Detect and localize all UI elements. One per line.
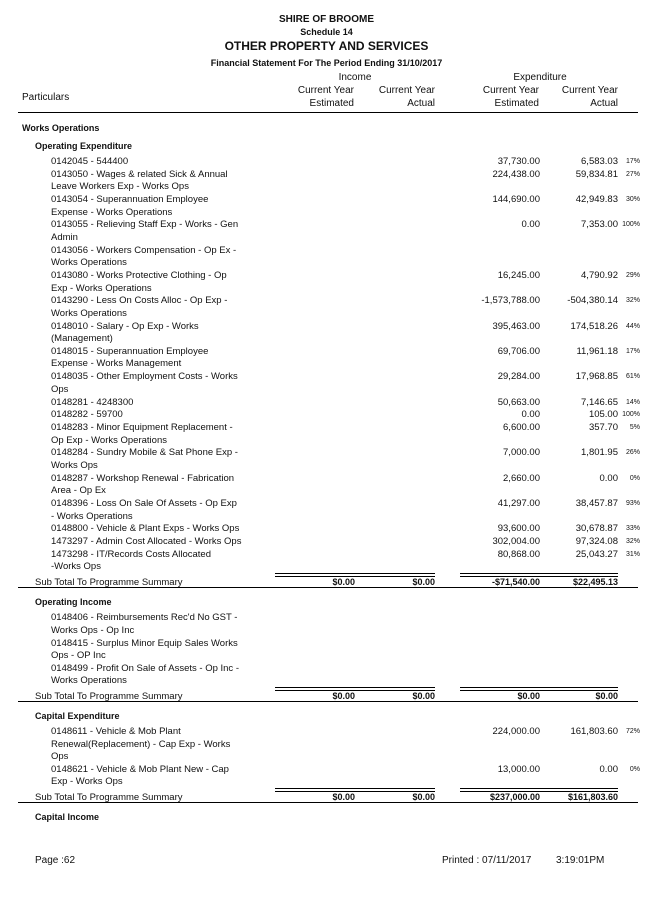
row-particulars: 0143054 - Superannuation Employee [51,194,209,206]
subtotal-inc-actual: $0.00 [412,792,435,803]
group-title: Operating Expenditure [35,141,133,151]
row-particulars: 0148281 - 4248300 [51,396,134,408]
row-particulars: 0142045 - 544400 [51,156,129,167]
row-exp-actual: 161,803.60 [570,726,618,738]
row-exp-actual: 6,583.03 [581,156,618,167]
group-title: Capital Income [35,812,100,823]
row-exp-actual: 174,518.26 [570,320,618,332]
row-exp-actual: 0.00 [599,763,618,775]
row-percent: 0% [629,765,640,773]
row-percent: 61% [625,373,640,381]
group-title: Operating Income [35,597,112,608]
row-exp-actual: 59,834.81 [575,168,618,180]
row-particulars: 0148621 - Vehicle & Mob Plant New - Cap [51,763,229,775]
row-percent: 32% [625,297,640,305]
subtotal-exp-actual: $0.00 [595,691,618,702]
row-exp-actual: 11,961.18 [576,345,618,357]
row-exp-estimated: 224,000.00 [492,726,540,738]
col-expenditure: Expenditure [513,72,567,83]
page-subtitle: Financial Statement For The Period Ending 31/10/2017 [210,58,443,68]
row-exp-actual: 30,678.87 [575,523,618,535]
row-particulars: 0148035 - Other Employment Costs - Works [51,371,238,383]
page-title: OTHER PROPERTY AND SERVICES [224,39,429,53]
row-particulars: -Works Ops [51,561,101,573]
row-particulars: Ops [51,751,69,763]
col-particulars: Particulars [22,92,70,103]
row-particulars: 0143290 - Less On Costs Alloc - Op Exp - [51,295,228,307]
row-percent: 17% [625,347,640,355]
subtotal-inc-actual: $0.00 [412,691,435,702]
row-particulars: Works Operations [51,675,127,687]
row-percent: 32% [625,538,640,546]
group-divider [18,701,638,702]
row-percent: 5% [629,424,640,432]
row-particulars: 0148283 - Minor Equipment Replacement - [51,422,233,434]
row-particulars: 1473298 - IT/Records Costs Allocated [51,548,212,560]
row-particulars: 0148396 - Loss On Sale Of Assets - Op Exp [51,498,237,509]
row-exp-estimated: -1,573,788.00 [481,295,540,307]
row-exp-actual: 97,324.08 [575,536,618,548]
col-inc-act-2: Actual [407,98,435,109]
row-exp-estimated: 16,245.00 [497,270,540,281]
col-inc-act-1: Current Year [378,85,435,96]
subtotal-exp-estimated: -$71,540.00 [491,577,540,588]
subtotal-exp-actual: $22,495.13 [572,577,618,588]
row-exp-estimated: 6,600.00 [503,422,540,434]
row-particulars: 0148800 - Vehicle & Plant Exps - Works Ops [51,523,240,535]
row-exp-estimated: 7,000.00 [503,447,540,459]
col-exp-act-2: Actual [590,98,618,109]
row-particulars: Leave Workers Exp - Works Ops [51,181,189,193]
row-exp-actual: 357.70 [588,422,618,434]
group-divider [18,802,638,803]
col-inc-est-1: Current Year [297,85,354,96]
row-particulars: - Works Operations [51,510,133,522]
row-percent: 31% [625,550,640,558]
row-exp-estimated: 224,438.00 [492,168,540,180]
row-exp-estimated: 13,000.00 [497,763,540,775]
col-exp-est-1: Current Year [482,85,539,96]
printed-date: Printed : 07/11/2017 [442,855,532,866]
row-exp-actual: 17,968.85 [575,371,618,383]
row-particulars: Expense - Works Management [51,358,182,370]
row-exp-estimated: 302,004.00 [492,536,540,548]
row-exp-estimated: 144,690.00 [492,194,540,206]
col-inc-est-2: Estimated [309,98,354,109]
group-title: Capital Expenditure [35,711,120,722]
subtotal-label: Sub Total To Programme Summary [35,577,183,589]
row-exp-actual: 25,043.27 [575,548,618,560]
col-income: Income [338,72,372,83]
row-percent: 26% [625,449,640,457]
row-exp-actual: 7,146.65 [581,396,618,408]
row-particulars: Renewal(Replacement) - Cap Exp - Works [51,738,231,750]
row-particulars: Op Exp - Works Operations [51,434,167,446]
row-particulars: 0143056 - Workers Compensation - Op Ex - [51,244,237,256]
row-particulars: Ops - OP Inc [51,650,106,661]
row-particulars: Admin [51,231,78,243]
group-divider [18,587,638,588]
row-exp-actual: 38,457.87 [575,498,618,509]
row-exp-estimated: 29,284.00 [497,371,540,383]
row-particulars: Ops [51,383,69,395]
subtotal-inc-estimated: $0.00 [332,792,355,803]
row-percent: 33% [625,525,640,533]
row-particulars: 0143080 - Works Protective Clothing - Op [51,270,227,281]
row-percent: 30% [625,196,640,204]
row-percent: 0% [629,474,640,482]
row-particulars: 1473297 - Admin Cost Allocated - Works Ops [51,536,242,548]
header-divider [18,112,638,113]
row-percent: 44% [625,322,640,330]
subtotal-exp-estimated: $237,000.00 [489,792,540,803]
row-exp-actual: 7,353.00 [581,219,618,231]
row-exp-estimated: 2,660.00 [503,472,540,484]
subtotal-label: Sub Total To Programme Summary [35,691,183,703]
row-particulars: 0148611 - Vehicle & Mob Plant [51,726,181,738]
row-particulars: 0148282 - 59700 [51,409,123,421]
row-exp-estimated: 41,297.00 [497,498,540,509]
row-exp-estimated: 93,600.00 [497,523,540,535]
row-particulars: Area - Op Ex [51,485,106,497]
subtotal-inc-actual: $0.00 [412,577,435,588]
row-percent: 17% [625,158,640,165]
row-particulars: 0143050 - Wages & related Sick & Annual [51,168,228,180]
org-name: SHIRE OF BROOME [278,14,374,25]
subtotal-label: Sub Total To Programme Summary [35,792,183,804]
row-percent: 27% [625,170,640,178]
schedule-label: Schedule 14 [300,27,353,37]
row-percent: 100% [622,221,640,229]
row-particulars: Exp - Works Ops [51,776,123,788]
row-particulars: 0148499 - Profit On Sale of Assets - Op Inc - [51,662,239,674]
row-particulars: 0148287 - Workshop Renewal - Fabrication [51,472,235,484]
row-exp-estimated: 69,706.00 [497,345,540,357]
row-exp-actual: 0.00 [599,472,618,484]
row-exp-estimated: 0.00 [521,219,540,231]
row-particulars: Works Ops - Op Inc [51,624,135,636]
row-percent: 100% [622,411,640,419]
row-exp-actual: -504,380.14 [567,295,618,307]
subtotal-exp-actual: $161,803.60 [567,792,618,803]
row-exp-estimated: 0.00 [521,409,540,421]
row-particulars: 0148015 - Superannuation Employee [51,345,209,357]
row-exp-actual: 42,949.83 [575,194,618,206]
row-exp-estimated: 395,463.00 [492,320,540,332]
row-exp-actual: 4,790.92 [581,270,618,281]
subtotal-exp-estimated: $0.00 [517,691,540,702]
row-exp-estimated: 37,730.00 [497,156,540,167]
row-particulars: Works Operations [51,257,127,269]
section-title: Works Operations [22,123,100,133]
row-exp-actual: 1,801.95 [581,447,618,459]
row-particulars: (Management) [51,333,113,345]
row-particulars: Exp - Works Operations [51,282,152,294]
row-particulars: Works Operations [51,307,127,319]
subtotal-inc-estimated: $0.00 [332,577,355,588]
printed-time: 3:19:01PM [556,855,605,866]
page-number: Page :62 [35,855,76,866]
row-exp-estimated: 50,663.00 [497,396,540,408]
row-particulars: Works Ops [51,459,98,471]
row-particulars: 0148406 - Reimbursements Rec'd No GST - [51,612,238,624]
row-particulars: 0148284 - Sundry Mobile & Sat Phone Exp - [51,447,238,459]
row-percent: 29% [625,272,640,279]
subtotal-inc-estimated: $0.00 [332,691,355,702]
row-particulars: Expense - Works Operations [51,206,173,218]
row-particulars: 0148415 - Surplus Minor Equip Sales Works [51,637,238,649]
row-percent: 14% [625,398,640,406]
row-percent: 93% [625,500,640,507]
row-exp-actual: 105.00 [588,409,618,421]
row-percent: 72% [625,728,640,736]
col-exp-act-1: Current Year [561,85,618,96]
row-particulars: 0148010 - Salary - Op Exp - Works [51,320,199,332]
col-exp-est-2: Estimated [494,98,539,109]
row-exp-estimated: 80,868.00 [497,548,540,560]
row-particulars: 0143055 - Relieving Staff Exp - Works - Gen [51,219,239,231]
